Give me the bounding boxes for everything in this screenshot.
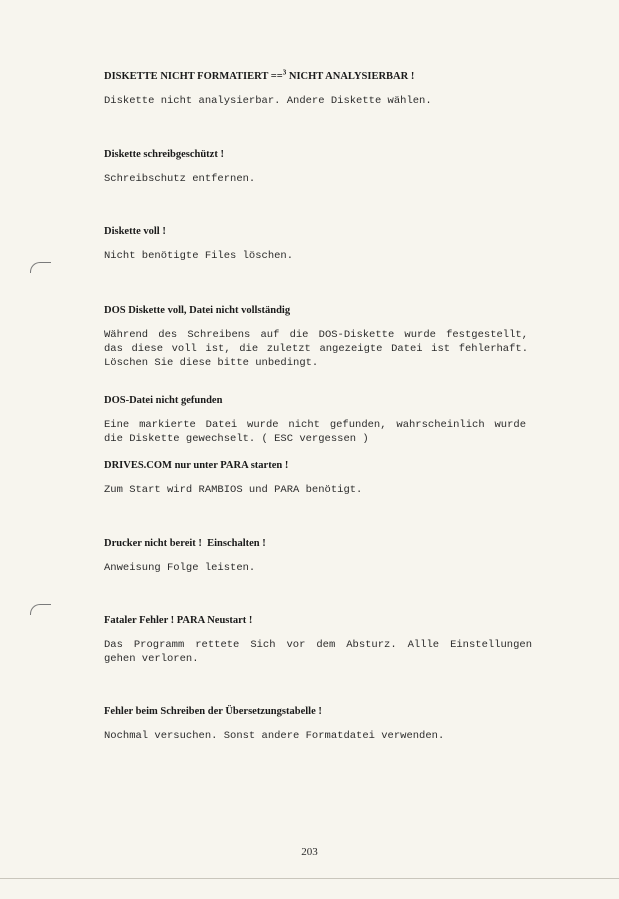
error-heading: Diskette schreibgeschützt ! [104,149,224,160]
error-description: Während des Schreibens auf die DOS-Diskette wurde festgestellt, das diese voll ist, die zuletzt angezeigte Datei ist fehlerhaft. Löschen Sie diese bitte unbedingt. [104,329,528,369]
error-description: Nicht benötigte Files löschen. [104,250,294,262]
error-description: Diskette nicht analysierbar. Andere Diskette wählen. [104,95,432,107]
error-description: Schreibschutz entfernen. [104,173,256,185]
error-heading: DOS Diskette voll, Datei nicht vollständig [104,305,291,316]
error-entry-fatal-error [104,614,532,666]
error-heading: DRIVES.COM nur unter PARA starten ! [104,460,289,471]
error-heading: Fataler Fehler ! PARA Neustart ! [104,615,253,626]
error-entry-not-formatted [104,70,544,108]
punch-hole-mark-top [30,262,51,273]
error-description: Anweisung Folge leisten. [104,562,256,574]
error-heading: Diskette voll ! [104,226,166,237]
error-entry-disk-full [104,225,544,263]
error-entry-drives-com [104,459,544,497]
error-heading: Fehler beim Schreiben der Übersetzungstabelle ! [104,706,322,717]
error-heading: DISKETTE NICHT FORMATIERT ==$^3$ NICHT ANALYSIERBAR ! [104,68,415,82]
punch-hole-mark-bottom [30,604,51,615]
error-description: Zum Start wird RAMBIOS und PARA benötigt. [104,484,363,496]
error-entry-dos-disk-full [104,304,528,370]
error-description: Das Programm rettete Sich vor dem Absturz. Allle Einstellungen gehen verloren. [104,639,532,665]
page-bottom-edge [0,878,619,879]
page-number: 203 [301,846,318,858]
error-heading: Drucker nicht bereit ! Einschalten ! [104,538,266,549]
error-entry-write-protected [104,148,544,186]
error-entry-dos-file-not-found [104,394,526,446]
error-description: Nochmal versuchen. Sonst andere Formatdatei verwenden. [104,730,445,742]
error-heading: DOS-Datei nicht gefunden [104,395,223,406]
error-description: Eine markierte Datei wurde nicht gefunden, wahrscheinlich wurde die Diskette gewechselt. ( ESC vergessen ) [104,419,526,445]
error-entry-translation-table [104,705,544,743]
error-entry-printer-not-ready [104,537,544,575]
